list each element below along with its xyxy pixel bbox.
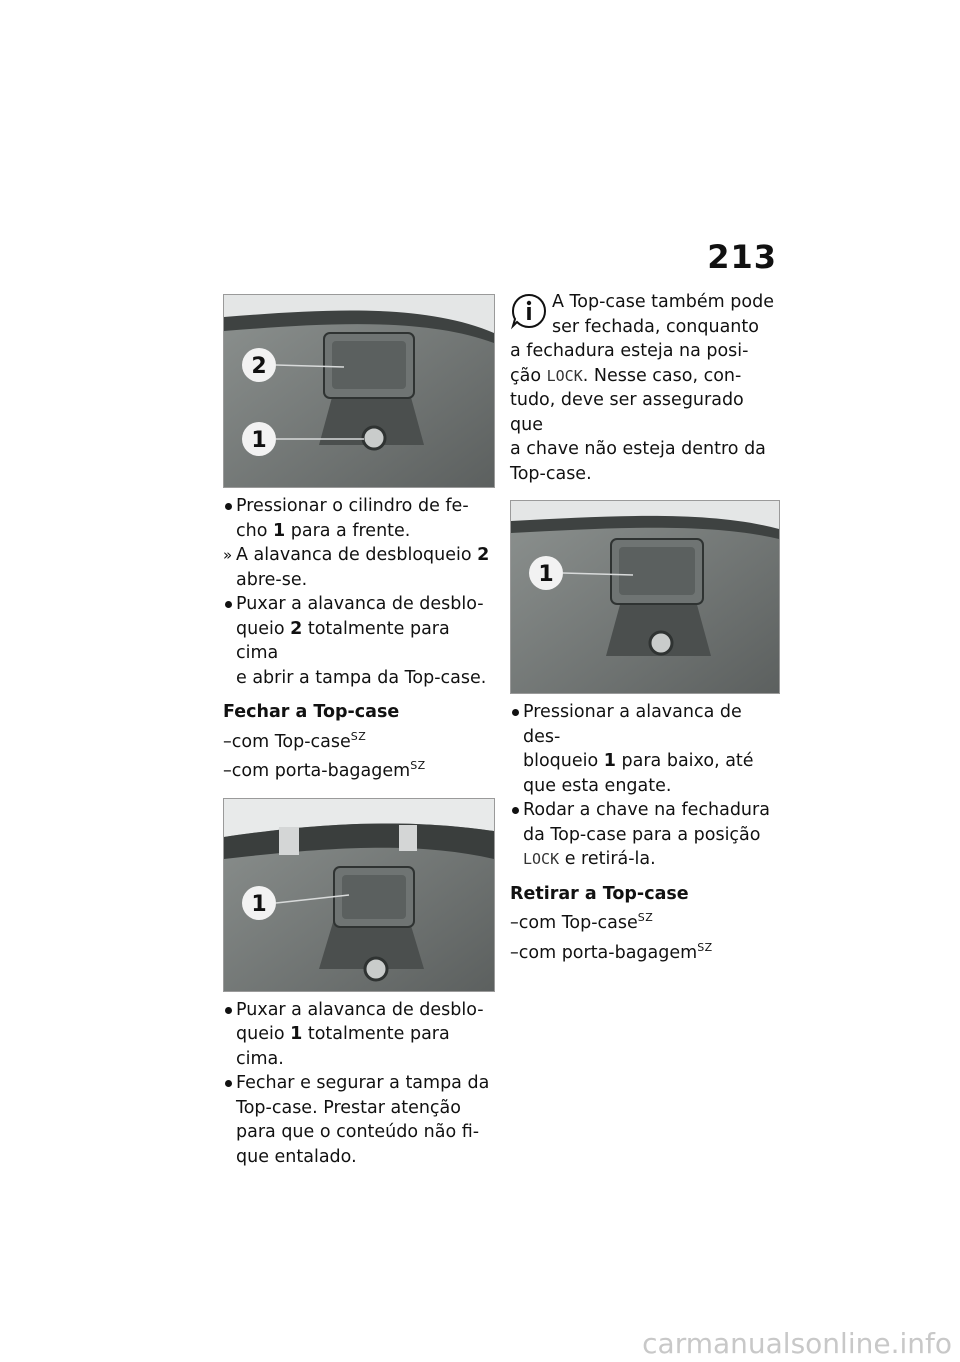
step-pull-lever-up: Puxar a alavanca de desblo- queio 1 totalmente para cima. (236, 999, 484, 1069)
callout-1: 1 (251, 891, 267, 917)
condition-luggage-rack: –com porta-bagagem$^{SZ}$ (223, 759, 426, 781)
heading-remove-topcase: Retirar a Top-case (510, 883, 689, 904)
result-lever-opens: » A alavanca de desbloqueio 2 abre-se. (223, 545, 490, 590)
callout-1: 1 (538, 562, 554, 587)
page-number: 213 (707, 238, 777, 276)
step-press-cylinder: Pressionar o cilindro de fe- cho 1 para a frente. (236, 496, 469, 541)
condition-topcase: –com Top-case$^{SZ}$ (510, 911, 654, 933)
close-steps (223, 998, 495, 1170)
figure-lock-lever (510, 500, 780, 694)
info-rest: tudo, deve ser assegurado que a chave não esteja dentro da Top-case. (510, 390, 766, 484)
info-line-2: ser fechada, conquanto (552, 316, 759, 337)
lock-steps (510, 700, 782, 872)
step-turn-key: Rodar a chave na fechadura da Top-case para a posição LOCK e retirá-la. (523, 800, 770, 869)
unlock-steps (223, 494, 495, 690)
info-line-4: ção LOCK. Nesse caso, con- (510, 365, 742, 386)
left-column (223, 294, 495, 1169)
step-pull-lever: Puxar a alavanca de desblo- queio 2 totalmente para cima e abrir a tampa da Top-case. (236, 594, 487, 688)
watermark: carmanualsonline.info (642, 1327, 952, 1360)
condition-luggage-rack: –com porta-bagagem$^{SZ}$ (510, 940, 713, 963)
topcase-illustration-2 (224, 799, 494, 991)
right-column (510, 290, 782, 965)
figure-unlock-lever (223, 294, 495, 488)
heading-close-topcase: Fechar a Top-case (223, 702, 400, 722)
topcase-illustration-1 (224, 295, 494, 487)
step-close-lid: Fechar e segurar a tampa da Top-case. Prestar atenção para que o conteúdo não fi- que entalado. (236, 1073, 490, 1167)
step-press-lever-down: Pressionar a alavanca de des- bloqueio 1 para baixo, até que esta engate. (523, 702, 754, 796)
callout-2: 2 (251, 354, 267, 379)
info-line-3: a fechadura esteja na posi- (510, 341, 749, 361)
callout-1: 1 (251, 428, 267, 453)
figure-open-lid (223, 798, 495, 992)
info-icon (510, 292, 548, 330)
topcase-illustration-3 (511, 501, 779, 693)
condition-topcase: –com Top-case$^{SZ}$ (223, 729, 367, 752)
info-line-1: A Top-case também pode (552, 292, 774, 312)
result-arrow-icon: » (223, 546, 233, 564)
info-note (510, 290, 782, 486)
